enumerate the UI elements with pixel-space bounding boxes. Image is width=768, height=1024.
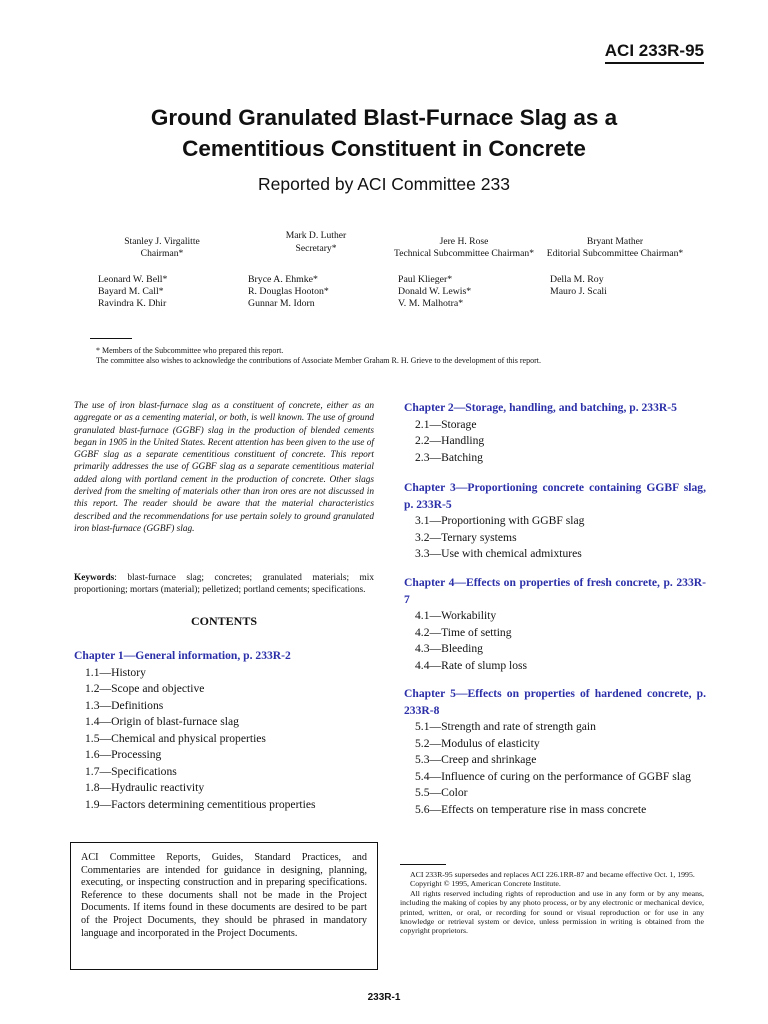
officer-chairman <box>112 236 212 259</box>
copyright-divider <box>400 864 446 865</box>
officer-name: Stanley J. Virgalitte <box>124 236 200 247</box>
chapter-heading-link[interactable]: Chapter 4—Effects on properties of fresh concrete, p. 233R-7 <box>404 576 706 606</box>
footnote-divider <box>90 338 132 339</box>
member-name: Mauro J. Scali <box>550 286 607 297</box>
toc-item: 1.1—History <box>85 665 146 679</box>
toc-item: 1.6—Processing <box>85 748 162 761</box>
chapter-heading-link[interactable]: Chapter 5—Effects on properties of hardened concrete, p. 233R-8 <box>404 687 706 717</box>
officer-name: Jere H. Rose <box>439 236 489 247</box>
member-name: Gunnar M. Idorn <box>248 298 315 309</box>
keywords <box>74 572 374 597</box>
document-number: ACI 233R-95 <box>605 40 704 64</box>
member-name: Donald W. Lewis* <box>398 286 472 297</box>
toc-item: 4.1—Workability <box>415 609 497 622</box>
toc-item: 4.3—Bleeding <box>415 642 483 655</box>
footnote-acknowledgement: The committee also wishes to acknowledge the contributions of Associate Member Graham R. H. Grieve to the development of this report. <box>96 355 541 365</box>
toc-item-text: 5.4—Influence of curing on the performance of GGBF slag <box>415 769 691 783</box>
toc-item: 3.2—Ternary systems <box>415 530 517 544</box>
document-title <box>0 102 768 164</box>
toc-item <box>404 769 706 786</box>
officer-name: Bryant Mather <box>586 236 644 247</box>
toc-item: 4.2—Time of setting <box>415 625 512 639</box>
member-name: Bryce A. Ehmke* <box>248 274 318 285</box>
officer-editorial-chair <box>540 236 690 259</box>
keywords-label: Keywords <box>74 573 115 583</box>
toc-item: 1.7—Specifications <box>85 764 177 778</box>
page-number: 233R-1 <box>367 992 401 1003</box>
officer-role: Technical Subcommittee Chairman* <box>394 247 534 259</box>
toc-item: 2.2—Handling <box>415 434 485 447</box>
toc-item: 1.4—Origin of blast-furnace slag <box>85 715 239 728</box>
toc-item: 5.2—Modulus of elasticity <box>415 736 540 750</box>
toc-item: 5.1—Strength and rate of strength gain <box>415 720 596 733</box>
officer-role: Editorial Subcommittee Chairman* <box>546 247 684 259</box>
member-column-3 <box>398 274 471 310</box>
member-name: Della M. Roy <box>550 274 604 285</box>
title-line-2: Cementitious Constituent in Concrete <box>182 136 586 161</box>
member-name: R. Douglas Hooton* <box>248 286 329 297</box>
committee-subtitle: Reported by ACI Committee 233 <box>258 174 510 194</box>
committee-footnotes <box>96 346 541 365</box>
toc-item: 2.1—Storage <box>415 417 477 431</box>
toc-item: 4.4—Rate of slump loss <box>415 658 528 672</box>
toc-item: 1.2—Scope and objective <box>85 682 205 695</box>
member-column-2 <box>248 274 329 310</box>
supersedes-note: ACI 233R-95 supersedes and replaces ACI 226.1RR-87 and became effective Oct. 1, 1995. <box>410 870 695 879</box>
member-column-1 <box>98 274 167 310</box>
toc-item: 1.3—Definitions <box>85 698 164 712</box>
member-name: V. M. Malhotra* <box>398 298 464 309</box>
footnote-subcommittee: * Members of the Subcommittee who prepared this report. <box>96 346 284 355</box>
member-name: Ravindra K. Dhir <box>98 298 167 309</box>
toc-chapter-4 <box>404 575 706 674</box>
member-name: Bayard M. Call* <box>98 286 164 297</box>
contents-heading: CONTENTS <box>190 614 258 628</box>
toc-item: 5.3—Creep and shrinkage <box>415 753 537 766</box>
toc-item: 1.5—Chemical and physical properties <box>85 731 266 745</box>
officer-technical-chair <box>388 236 540 259</box>
officer-role: Secretary* <box>295 242 337 254</box>
member-column-4 <box>550 274 607 298</box>
toc-chapter-5 <box>404 686 706 818</box>
chapter-heading-link[interactable]: Chapter 3—Proportioning concrete containing GGBF slag, p. 233R-5 <box>404 481 706 511</box>
officer-role: Chairman* <box>140 247 184 259</box>
abstract: The use of iron blast-furnace slag as a constituent of concrete, either as an aggregate or as a cementing material, or both, is well known. The use of ground granulated blast-furnace (GGBF) slag in the production of blended cements began in 1905 in the United States. Recent attention has been given to the use of GGBF slag as a separate cementitious constituent of concrete. This report primarily addresses the use of GGBF slag as a separate cementitious material added along with portland cement in the production of concrete. Other slags derived from the smelting of materials other than iron ores are not discussed in this report. The reader should be aware that the material characteristics described and the recommendations for use pertain solely to ground granulated iron blast-furnace (GGBF) slag. <box>74 401 374 534</box>
toc-chapter-3 <box>404 480 706 563</box>
toc-item: 1.8—Hydraulic reactivity <box>85 781 205 794</box>
toc-item: 2.3—Batching <box>415 450 483 464</box>
title-line-1: Ground Granulated Blast-Furnace Slag as a <box>150 105 618 130</box>
copyright-block <box>400 870 704 936</box>
toc-chapter-1 <box>74 648 374 813</box>
chapter-heading-link[interactable]: Chapter 2—Storage, handling, and batching, p. 233R-5 <box>404 401 677 414</box>
officer-secretary <box>256 230 376 254</box>
member-name: Leonard W. Bell* <box>98 274 168 285</box>
member-name: Paul Klieger* <box>398 274 453 285</box>
chapter-heading-link[interactable]: Chapter 1—General information, p. 233R-2 <box>74 649 291 662</box>
copyright-line: Copyright © 1995, American Concrete Institute. <box>410 879 561 889</box>
keywords-text: : blast-furnace slag; concretes; granulated materials; mix proportioning; mortars (material); pelletized; portland cements; specifications. <box>74 573 374 596</box>
rights-reserved: All rights reserved including rights of reproduction and use in any form or by any means, including the making of copies by any photo process, or by any electronic or mechanical device, printed, written, or oral, or recording for sound or visual reproduction or for use in any knowledge or retrieval system or device, unless permission in writing is obtained from the copyright proprietors. <box>400 888 704 936</box>
officer-name: Mark D. Luther <box>285 230 347 241</box>
toc-chapter-2 <box>404 400 706 466</box>
toc-item: 3.3—Use with chemical admixtures <box>415 547 582 560</box>
toc-item: 3.1—Proportioning with GGBF slag <box>415 514 585 527</box>
toc-item: 5.5—Color <box>415 786 468 799</box>
toc-item: 1.9—Factors determining cementitious properties <box>85 797 316 811</box>
aci-notice-box: ACI Committee Reports, Guides, Standard Practices, and Commentaries are intended for guidance in designing, planning, executing, or inspecting construction and in preparing specifications. Reference to these documents shall not be made in the Project Documents. If items found in these documents are desired to be part of the Project Documents, they should be phrased in mandatory language and incorporated in the Project Documents. <box>70 842 378 970</box>
toc-item: 5.6—Effects on temperature rise in mass concrete <box>415 802 647 816</box>
